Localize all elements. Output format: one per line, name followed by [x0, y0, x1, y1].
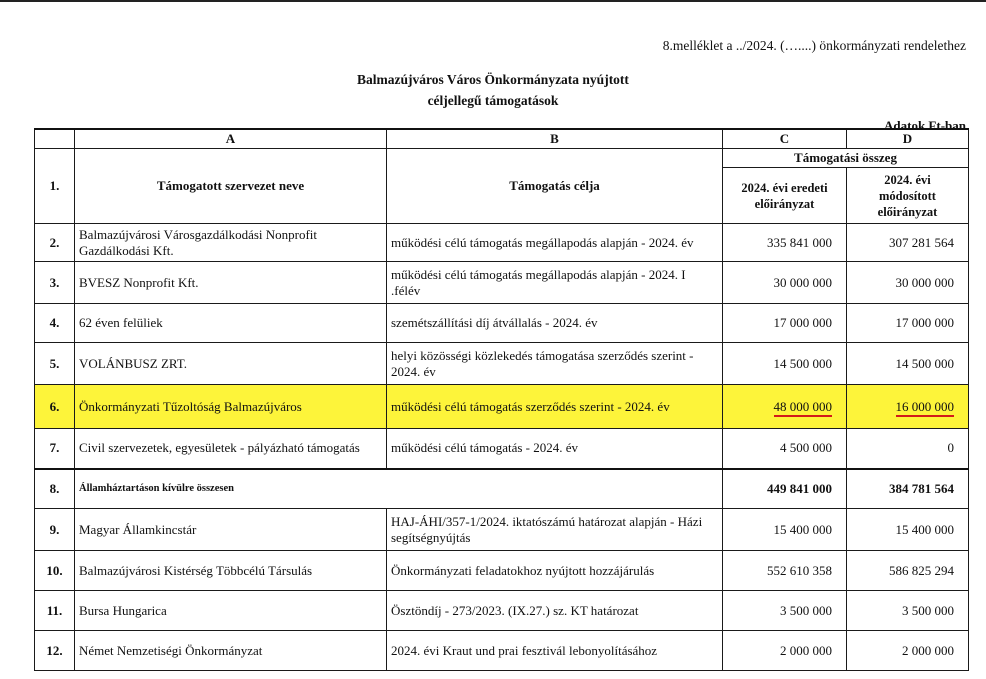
org-name: BVESZ Nonprofit Kft.	[75, 262, 387, 304]
row-number: 3.	[35, 262, 75, 304]
original-amount: 2 000 000	[723, 631, 847, 671]
org-name-header: Támogatott szervezet neve	[75, 149, 387, 224]
modified-amount: 307 281 564	[847, 224, 969, 262]
table-row	[35, 262, 969, 304]
document-title: Balmazújváros Város Önkormányzata nyújtott	[357, 72, 629, 87]
col-letter-a: A	[75, 129, 387, 149]
org-name: Balmazújvárosi Kistérség Többcélú Társulás	[75, 551, 387, 591]
modified-amount: 2 000 000	[847, 631, 969, 671]
org-name: 62 éven felüliek	[75, 304, 387, 343]
purpose: működési célú támogatás megállapodás alapján - 2024. év	[387, 224, 723, 262]
amount-group-header: Támogatási összeg	[723, 149, 969, 168]
document-subtitle: céljellegű támogatások	[427, 93, 559, 108]
col-letter-d: D	[847, 129, 969, 149]
annex-reference: 8.melléklet a ../2024. (…....) önkormányzati rendelethez	[662, 38, 966, 53]
subtotal-row	[35, 469, 969, 509]
col-letter-c: C	[723, 129, 847, 149]
row-number: 8.	[35, 469, 75, 509]
modified-amount: 14 500 000	[847, 343, 969, 385]
table-row	[35, 429, 969, 469]
d-header-line3: előirányzat	[877, 204, 938, 219]
table-row	[35, 631, 969, 671]
modified-amount: 586 825 294	[847, 551, 969, 591]
org-name: Önkormányzati Tűzoltóság Balmazújváros	[75, 385, 387, 429]
d-header-line1: 2024. évi	[884, 172, 931, 187]
original-amount: 14 500 000	[723, 343, 847, 385]
c-column-header	[723, 168, 847, 224]
original-amount: 17 000 000	[723, 304, 847, 343]
underlined-amount: 48 000 000	[774, 399, 833, 417]
modified-amount	[847, 385, 969, 429]
row-number: 10.	[35, 551, 75, 591]
row-number: 2.	[35, 224, 75, 262]
original-amount-total: 449 841 000	[723, 469, 847, 509]
modified-amount: 0	[847, 429, 969, 469]
org-name: Bursa Hungarica	[75, 591, 387, 631]
table-row	[35, 509, 969, 551]
org-name: VOLÁNBUSZ ZRT.	[75, 343, 387, 385]
org-name: Civil szervezetek, egyesületek - pályázható támogatás	[75, 429, 387, 469]
table-row-highlighted	[35, 385, 969, 429]
c-header-line2: előirányzat	[754, 196, 815, 211]
row-number: 4.	[35, 304, 75, 343]
modified-amount: 30 000 000	[847, 262, 969, 304]
support-table	[34, 128, 969, 671]
modified-amount: 17 000 000	[847, 304, 969, 343]
column-letter-row	[35, 129, 969, 149]
original-amount: 4 500 000	[723, 429, 847, 469]
org-name: Balmazújvárosi Városgazdálkodási Nonprofit Gazdálkodási Kft.	[75, 224, 387, 262]
table-row	[35, 591, 969, 631]
row-number: 5.	[35, 343, 75, 385]
unit-label: Adatok Ft-ban	[884, 118, 966, 133]
modified-amount: 15 400 000	[847, 509, 969, 551]
row-number: 6.	[35, 385, 75, 429]
row-number: 9.	[35, 509, 75, 551]
table-row	[35, 304, 969, 343]
table-row	[35, 551, 969, 591]
purpose: helyi közösségi közlekedés támogatása szerződés szerint - 2024. év	[387, 343, 723, 385]
d-column-header	[847, 168, 969, 224]
corner-cell	[35, 129, 75, 149]
table-row	[35, 343, 969, 385]
purpose: HAJ-ÁHI/357-1/2024. iktatószámú határozat alapján - Házi segítségnyújtás	[387, 509, 723, 551]
modified-amount-total: 384 781 564	[847, 469, 969, 509]
purpose-header: Támogatás célja	[387, 149, 723, 224]
original-amount: 30 000 000	[723, 262, 847, 304]
purpose: működési célú támogatás megállapodás alapján - 2024. I .félév	[387, 262, 723, 304]
d-header-line2: módosított	[879, 188, 936, 203]
purpose: szemétszállítási díj átvállalás - 2024. év	[387, 304, 723, 343]
header-row-1	[35, 149, 969, 168]
purpose: Ösztöndíj - 273/2023. (IX.27.) sz. KT határozat	[387, 591, 723, 631]
purpose: Önkormányzati feladatokhoz nyújtott hozzájárulás	[387, 551, 723, 591]
row-number: 7.	[35, 429, 75, 469]
original-amount: 15 400 000	[723, 509, 847, 551]
org-name: Német Nemzetiségi Önkormányzat	[75, 631, 387, 671]
original-amount: 3 500 000	[723, 591, 847, 631]
original-amount	[723, 385, 847, 429]
modified-amount: 3 500 000	[847, 591, 969, 631]
col-letter-b: B	[387, 129, 723, 149]
purpose: működési célú támogatás - 2024. év	[387, 429, 723, 469]
purpose: működési célú támogatás szerződés szerint - 2024. év	[387, 385, 723, 429]
row-number: 12.	[35, 631, 75, 671]
underlined-amount: 16 000 000	[896, 399, 955, 417]
purpose: 2024. évi Kraut und prai fesztivál lebonyolításához	[387, 631, 723, 671]
table-row	[35, 224, 969, 262]
original-amount: 335 841 000	[723, 224, 847, 262]
subtotal-label: Államháztartáson kívülre összesen	[75, 469, 723, 509]
top-border-line	[0, 0, 986, 2]
original-amount: 552 610 358	[723, 551, 847, 591]
row-number: 1.	[35, 149, 75, 224]
org-name: Magyar Államkincstár	[75, 509, 387, 551]
row-number: 11.	[35, 591, 75, 631]
c-header-line1: 2024. évi eredeti	[741, 180, 828, 195]
